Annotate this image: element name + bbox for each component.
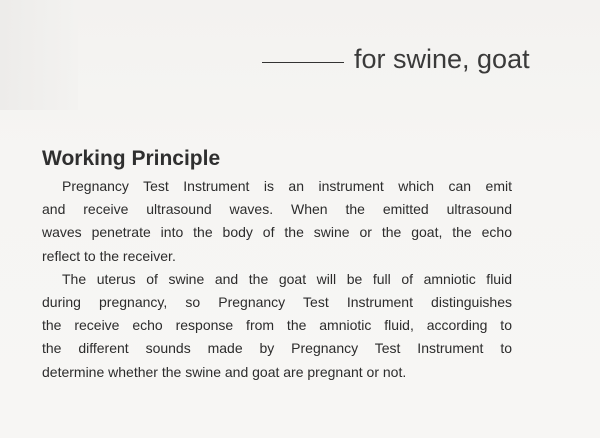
paragraph-2-line-1: The uterus of swine and the goat will be full of amniotic fluid: [62, 270, 512, 287]
paragraph-2-line-2: during pregnancy, so Pregnancy Test Instrument distinguishes: [42, 293, 512, 310]
page-header: [262, 38, 562, 78]
paragraph-1-line-3: waves penetrate into the body of the swine or the goat, the echo: [42, 224, 512, 241]
header-rule: [262, 62, 344, 63]
paragraph-1-line-2: and receive ultrasound waves. When the emitted ultrasound: [42, 201, 512, 218]
paragraph-1-line-1: Pregnancy Test Instrument is an instrument which can emit: [62, 178, 512, 194]
paragraph-2-line-5: determine whether the swine and goat are pregnant or not.: [42, 363, 407, 380]
page-shadow: [0, 0, 78, 110]
paragraph-2-line-4: the different sounds made by Pregnancy Test Instrument to: [42, 340, 512, 357]
paragraph-1-line-4: reflect to the receiver.: [42, 247, 176, 264]
section-heading: Working Principle: [42, 147, 221, 170]
header-title: for swine, goat: [354, 44, 530, 74]
section-body: [42, 175, 512, 384]
paragraph-2-line-3: the receive echo response from the amniotic fluid, according to: [42, 317, 512, 334]
